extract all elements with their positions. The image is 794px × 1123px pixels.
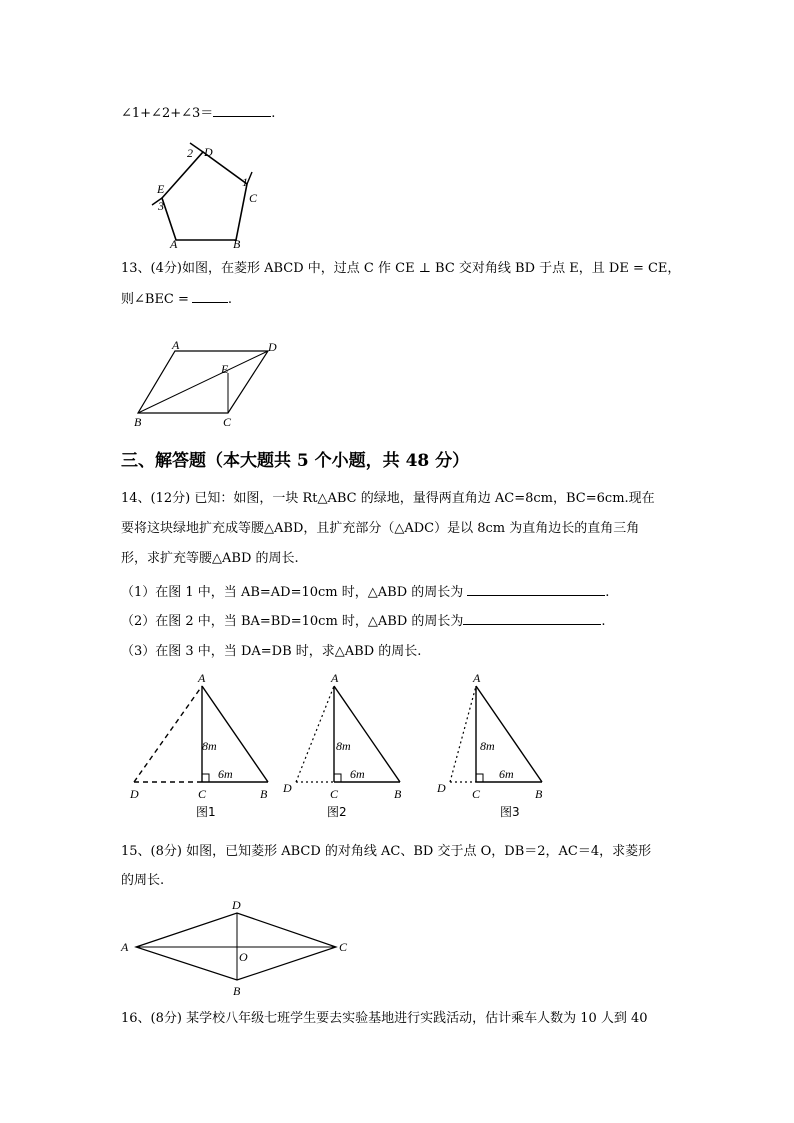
pentagon-label-b: B: [233, 237, 241, 251]
q14-part1-end: .: [605, 585, 610, 600]
q13-end: .: [227, 292, 233, 307]
fig1-label-c: C: [198, 787, 207, 801]
q12-answer-blank[interactable]: [213, 104, 271, 117]
fig3-label-d: D: [437, 781, 446, 795]
fig2-ab: [334, 686, 400, 782]
q13-prefix: 则∠BEC =: [121, 292, 189, 307]
q14-part2-blank[interactable]: [463, 612, 601, 625]
q13-line1: 13、(4分)如图，在菱形 ABCD 中，过点 C 作 CE ⊥ BC 交对角线 BD 于点 E，且 DE = CE，: [121, 261, 681, 276]
pentagon-label-a: A: [170, 237, 178, 251]
rhombus-abcd-figure: [118, 895, 358, 1000]
triangle-figure-3: [436, 671, 543, 819]
fig2-right-angle: [334, 774, 341, 782]
fig1-label-b: B: [260, 787, 268, 801]
fig2-caption: 图2: [327, 805, 347, 819]
q16-line1: 16、(8分) 某学校八年级七班学生要去实验基地进行实践活动，估计乘车人数为 10 人到 40: [121, 1011, 648, 1026]
fig3-label-c: C: [472, 787, 481, 801]
fig3-label-bc: 6m: [499, 767, 514, 781]
pentagon-label-3: 3: [158, 199, 164, 213]
fig1-label-a: A: [198, 671, 206, 685]
pentagon-label-1: 1: [242, 175, 248, 189]
q13-answer-blank[interactable]: [192, 290, 228, 303]
q14-part1: [121, 583, 609, 602]
rhombus2-label-d: D: [232, 898, 241, 912]
fig3-right-angle: [476, 774, 483, 782]
rhombus1-label-c: C: [223, 415, 232, 429]
pentagon-label-c: C: [249, 191, 258, 205]
triangle-figures: [120, 670, 560, 825]
fig1-label-d: D: [130, 787, 139, 801]
rhombus1-label-d: D: [268, 340, 277, 354]
pentagon-figure: [140, 140, 270, 252]
q15-line1: 15、(8分) 如图，已知菱形 ABCD 的对角线 AC、BD 交于点 O，DB＝2，AC＝4，求菱形: [121, 844, 652, 859]
fig3-label-a: A: [473, 671, 481, 685]
q14-part2: [121, 612, 606, 631]
q12-end: .: [271, 106, 276, 121]
q14-part2-end: .: [601, 614, 606, 629]
pentagon-label-2: 2: [187, 146, 193, 160]
fig3-label-ac: 8m: [480, 739, 495, 753]
q12-line: [121, 104, 275, 123]
fig2-label-bc: 6m: [350, 767, 365, 781]
fig2-label-a: A: [331, 671, 339, 685]
fig2-ad-dotted: [296, 686, 334, 782]
pentagon-label-d: D: [204, 145, 213, 159]
rhombus-bde-figure: [130, 340, 290, 430]
q14-part3: （3）在图 3 中，当 DA=DB 时，求△ABD 的周长.: [121, 644, 422, 659]
fig3-ad-dotted: [450, 686, 476, 782]
fig2-label-c: C: [330, 787, 339, 801]
fig1-caption: 图1: [196, 805, 216, 819]
q14-part1-text: （1）在图 1 中，当 AB=AD=10cm 时，△ABD 的周长为: [121, 585, 464, 600]
fig2-label-b: B: [394, 787, 402, 801]
rhombus2-label-o: O: [239, 950, 248, 964]
q12-text: ∠1+∠2+∠3＝: [121, 106, 214, 121]
triangle-figure-1: [129, 671, 268, 819]
fig1-label-ac: 8m: [202, 739, 217, 753]
q14-part2-text: （2）在图 2 中，当 BA=BD=10cm 时，△ABD 的周长为: [121, 614, 464, 629]
pentagon-label-e: E: [157, 182, 165, 196]
fig3-label-b: B: [535, 787, 543, 801]
pentagon-shape: [162, 152, 247, 240]
triangle-figure-2: [282, 671, 402, 819]
fig2-label-d: D: [283, 781, 292, 795]
rhombus1-label-b: B: [134, 415, 142, 429]
fig1-label-bc: 6m: [218, 767, 233, 781]
fig3-caption: 图3: [500, 805, 520, 819]
section3-heading: 三、解答题（本大题共 5 个小题，共 48 分）: [121, 451, 470, 471]
q14-line1: 14、(12分) 已知：如图，一块 Rt△ABC 的绿地，量得两直角边 AC=8cm，BC=6cm.现在: [121, 491, 655, 506]
q14-line3: 形，求扩充等腰△ABD 的周长.: [121, 551, 299, 566]
fig2-label-ac: 8m: [336, 739, 351, 753]
rhombus2-label-a: A: [121, 940, 129, 954]
q13-line2: [121, 290, 232, 309]
q15-line2: 的周长.: [121, 873, 165, 888]
q14-line2: 要将这块绿地扩充成等腰△ABD，且扩充部分（△ADC）是以 8cm 为直角边长的直角三角: [121, 521, 640, 536]
fig1-right-angle: [202, 774, 209, 782]
q14-part1-blank[interactable]: [467, 583, 605, 596]
rhombus2-label-b: B: [233, 984, 241, 998]
rhombus1-label-a: A: [172, 338, 180, 352]
rhombus1-label-e: E: [221, 362, 229, 376]
fig1-ad-dashed: [134, 686, 202, 782]
rhombus2-label-c: C: [339, 940, 348, 954]
fig1-ab: [202, 686, 268, 782]
